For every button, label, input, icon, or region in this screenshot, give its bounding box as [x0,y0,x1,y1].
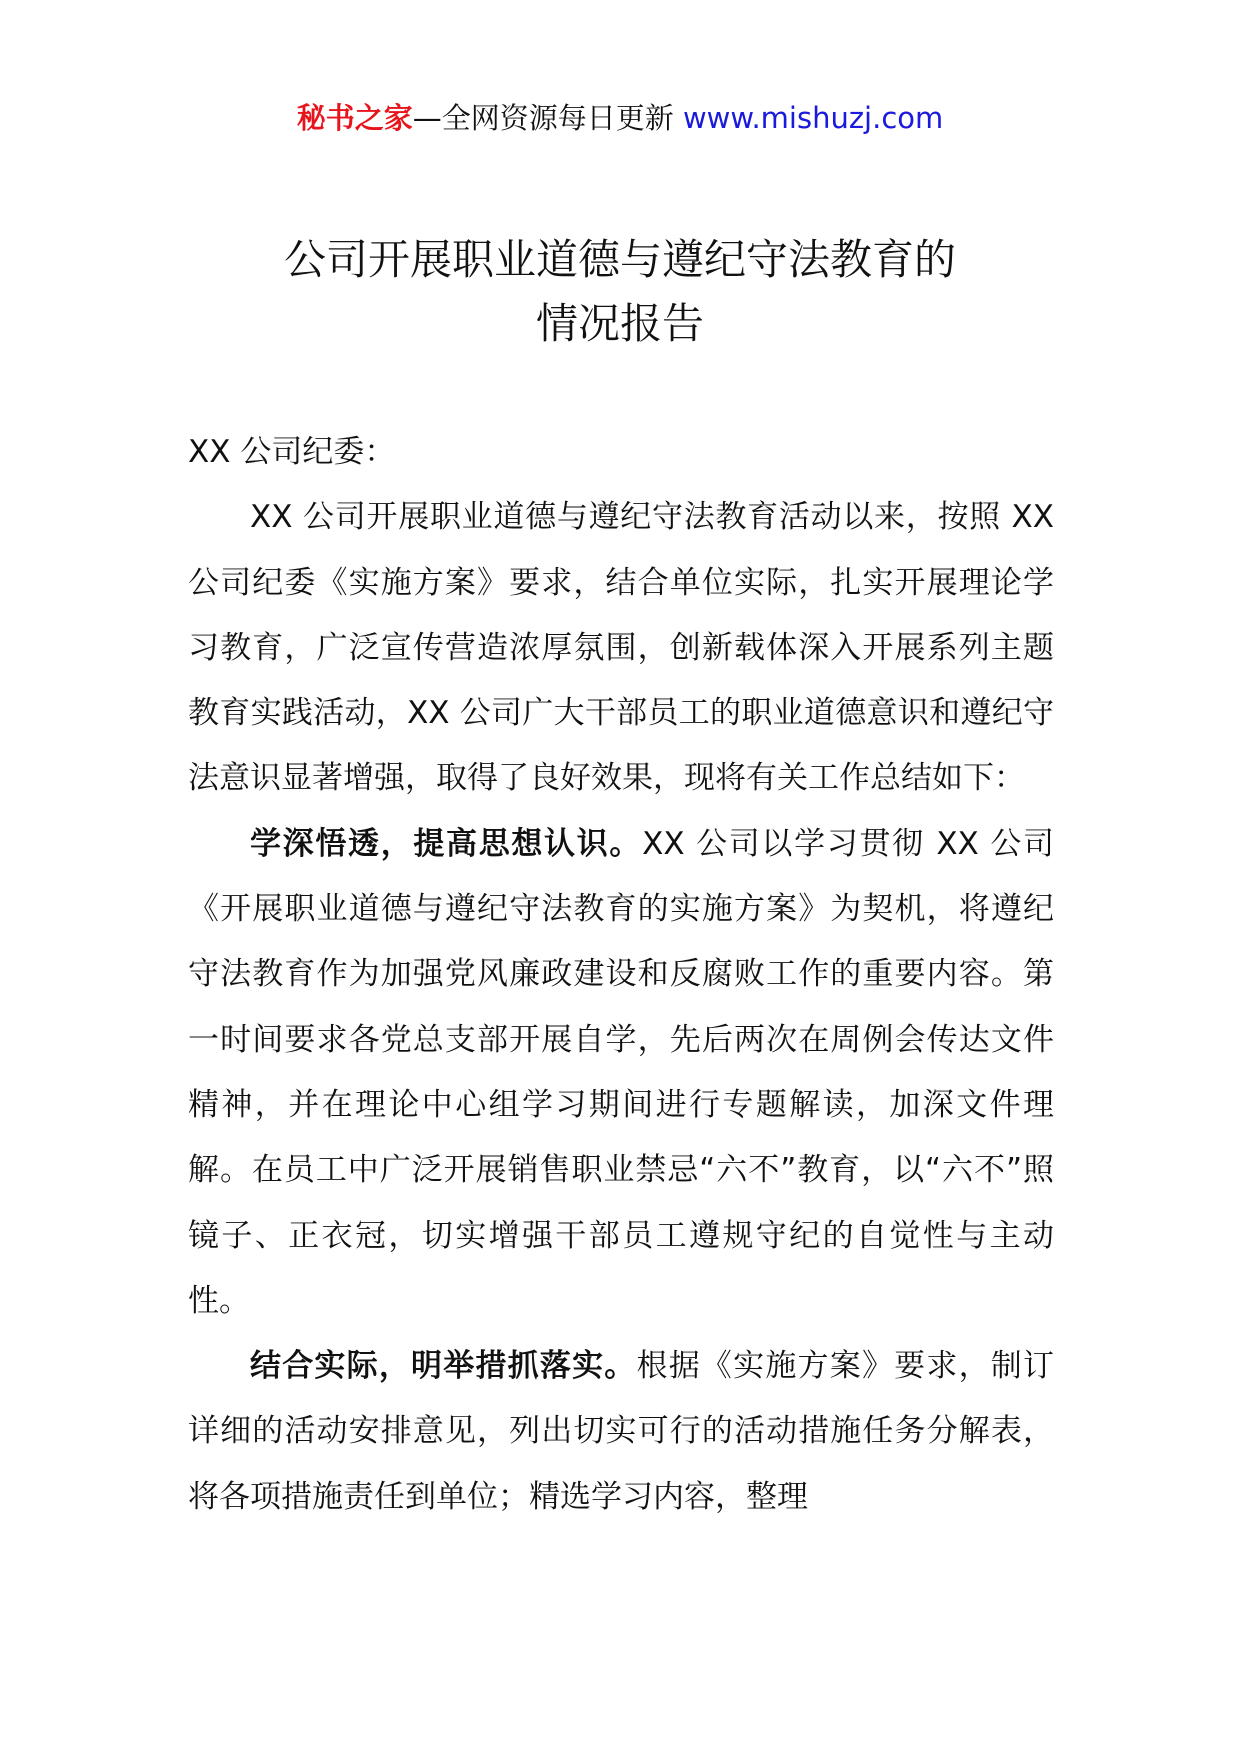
salutation: XX 公司纪委： [188,434,396,470]
paragraph-study-heading: 学深悟透，提高思想认识。 [250,825,643,862]
paragraph-intro-text: XX 公司开展职业道德与遵纪守法教育活动以来，按照 XX 公司纪委《实施方案》要求，结合单位实际，扎实开展理论学习教育，广泛宣传营造浓厚氛围，创新载体深入开展系列主题教育实践活动，XX 公司广大干部员工的职业道德意识和遵纪守法意识显著增强，取得了良好效果，现将有关工作总结如下： [188,499,1054,797]
paragraph-implementation-heading: 结合实际，明举措抓落实。 [250,1348,637,1385]
paragraph-study [188,812,1054,1334]
banner-brand: 秘书之家 [296,101,413,135]
paragraph-implementation [188,1334,1054,1530]
banner-tagline: —全网资源每日更新 [412,101,674,135]
site-banner [0,98,1240,138]
document-body [188,420,1054,1530]
paragraph-intro [188,485,1054,811]
title-line-2: 情况报告 [535,299,704,348]
banner-url-link[interactable]: www.mishuzj.com [682,101,944,135]
paragraph-implementation-text: 根据《实施方案》要求，制订详细的活动安排意见，列出切实可行的活动措施任务分解表，将各项措施责任到单位；精选学习内容，整理 [188,1348,1054,1515]
document-title [0,228,1240,356]
title-line-1: 公司开展职业道德与遵纪守法教育的 [283,235,956,284]
paragraph-study-text: XX 公司以学习贯彻 XX 公司《开展职业道德与遵纪守法教育的实施方案》为契机，将遵纪守法教育作为加强党风廉政建设和反腐败工作的重要内容。第一时间要求各党总支部开展自学，先后两次在周例会传达文件精神，并在理论中心组学习期间进行专题解读，加深文件理解。在员工中广泛开展销售职业禁忌“六不”教育，以“六不”照镜子、正衣冠，切实增强干部员工遵规守纪的自觉性与主动性。 [188,825,1054,1319]
